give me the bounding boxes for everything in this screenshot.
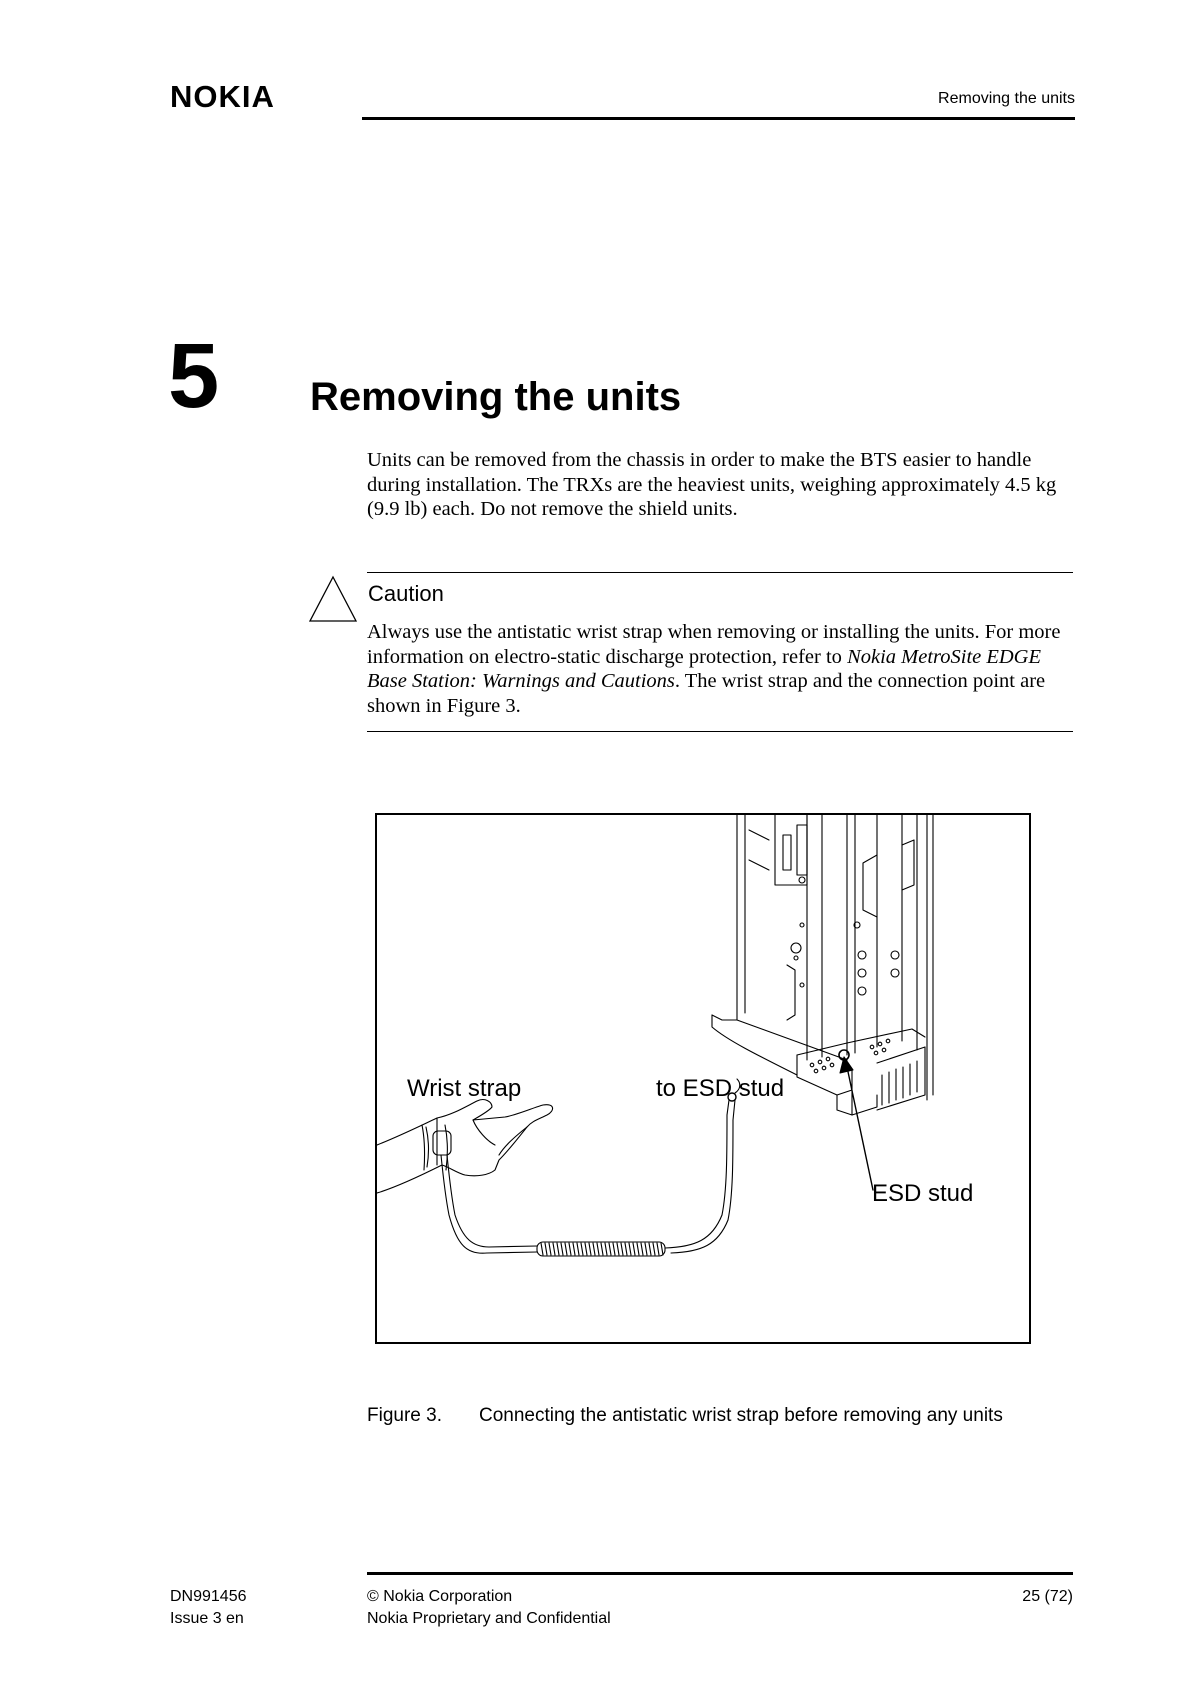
footer-page-number: 25 (72) (1022, 1588, 1073, 1605)
to-esd-stud-label: to ESD stud (656, 1075, 785, 1102)
footer-doc-info (170, 1586, 247, 1630)
caution-text-end: . The wrist strap and the connection point are shown in Figure 3. (367, 670, 1046, 717)
nokia-logo (170, 80, 320, 112)
header-rule (362, 117, 1075, 120)
esd-stud-arrow (840, 1057, 873, 1190)
chapter-number: 5 (168, 325, 220, 427)
footer-rule (367, 1572, 1073, 1575)
caution-heading: Caution (368, 581, 444, 606)
footer-legal (367, 1586, 611, 1630)
running-header: Removing the units (938, 90, 1075, 107)
footer-copyright: © Nokia Corporation (367, 1588, 513, 1605)
figure-caption (367, 1405, 1003, 1427)
footer-issue: Issue 3 en (170, 1610, 244, 1627)
intro-paragraph: Units can be removed from the chassis in order to make the BTS easier to handle during installation. The TRXs are the heaviest units, weighing approximately 4.5 kg (9.9 lb) each. Do not remove the shield units. (367, 449, 1057, 520)
caution-reference: Nokia MetroSite EDGE Base Station: Warnings and Cautions (367, 645, 1042, 692)
figure-caption-number: Figure 3. (367, 1405, 442, 1426)
footer-confidentiality: Nokia Proprietary and Confidential (367, 1610, 611, 1627)
warning-triangle-icon (308, 575, 358, 623)
caution-text-start: Always use the antistatic wrist strap when removing or installing the units. For more information on electro-static discharge protection, refer to (367, 621, 1061, 668)
figure-frame (375, 813, 1031, 1344)
caution-top-rule (367, 572, 1073, 573)
bts-cabinet-drawing (712, 815, 933, 1115)
wrist-strap-label: Wrist strap (407, 1075, 522, 1102)
chapter-title: Removing the units (310, 375, 682, 419)
figure-caption-text: Connecting the antistatic wrist strap before removing any units (479, 1405, 1003, 1426)
caution-bottom-rule (367, 731, 1073, 732)
esd-stud-label: ESD stud (872, 1180, 974, 1207)
caution-text (367, 620, 1073, 718)
footer-doc-number: DN991456 (170, 1588, 247, 1605)
svg-text:NOKIA: NOKIA (170, 80, 275, 112)
hand-drawing (377, 1100, 553, 1193)
coiled-cord-drawing (441, 1079, 740, 1256)
